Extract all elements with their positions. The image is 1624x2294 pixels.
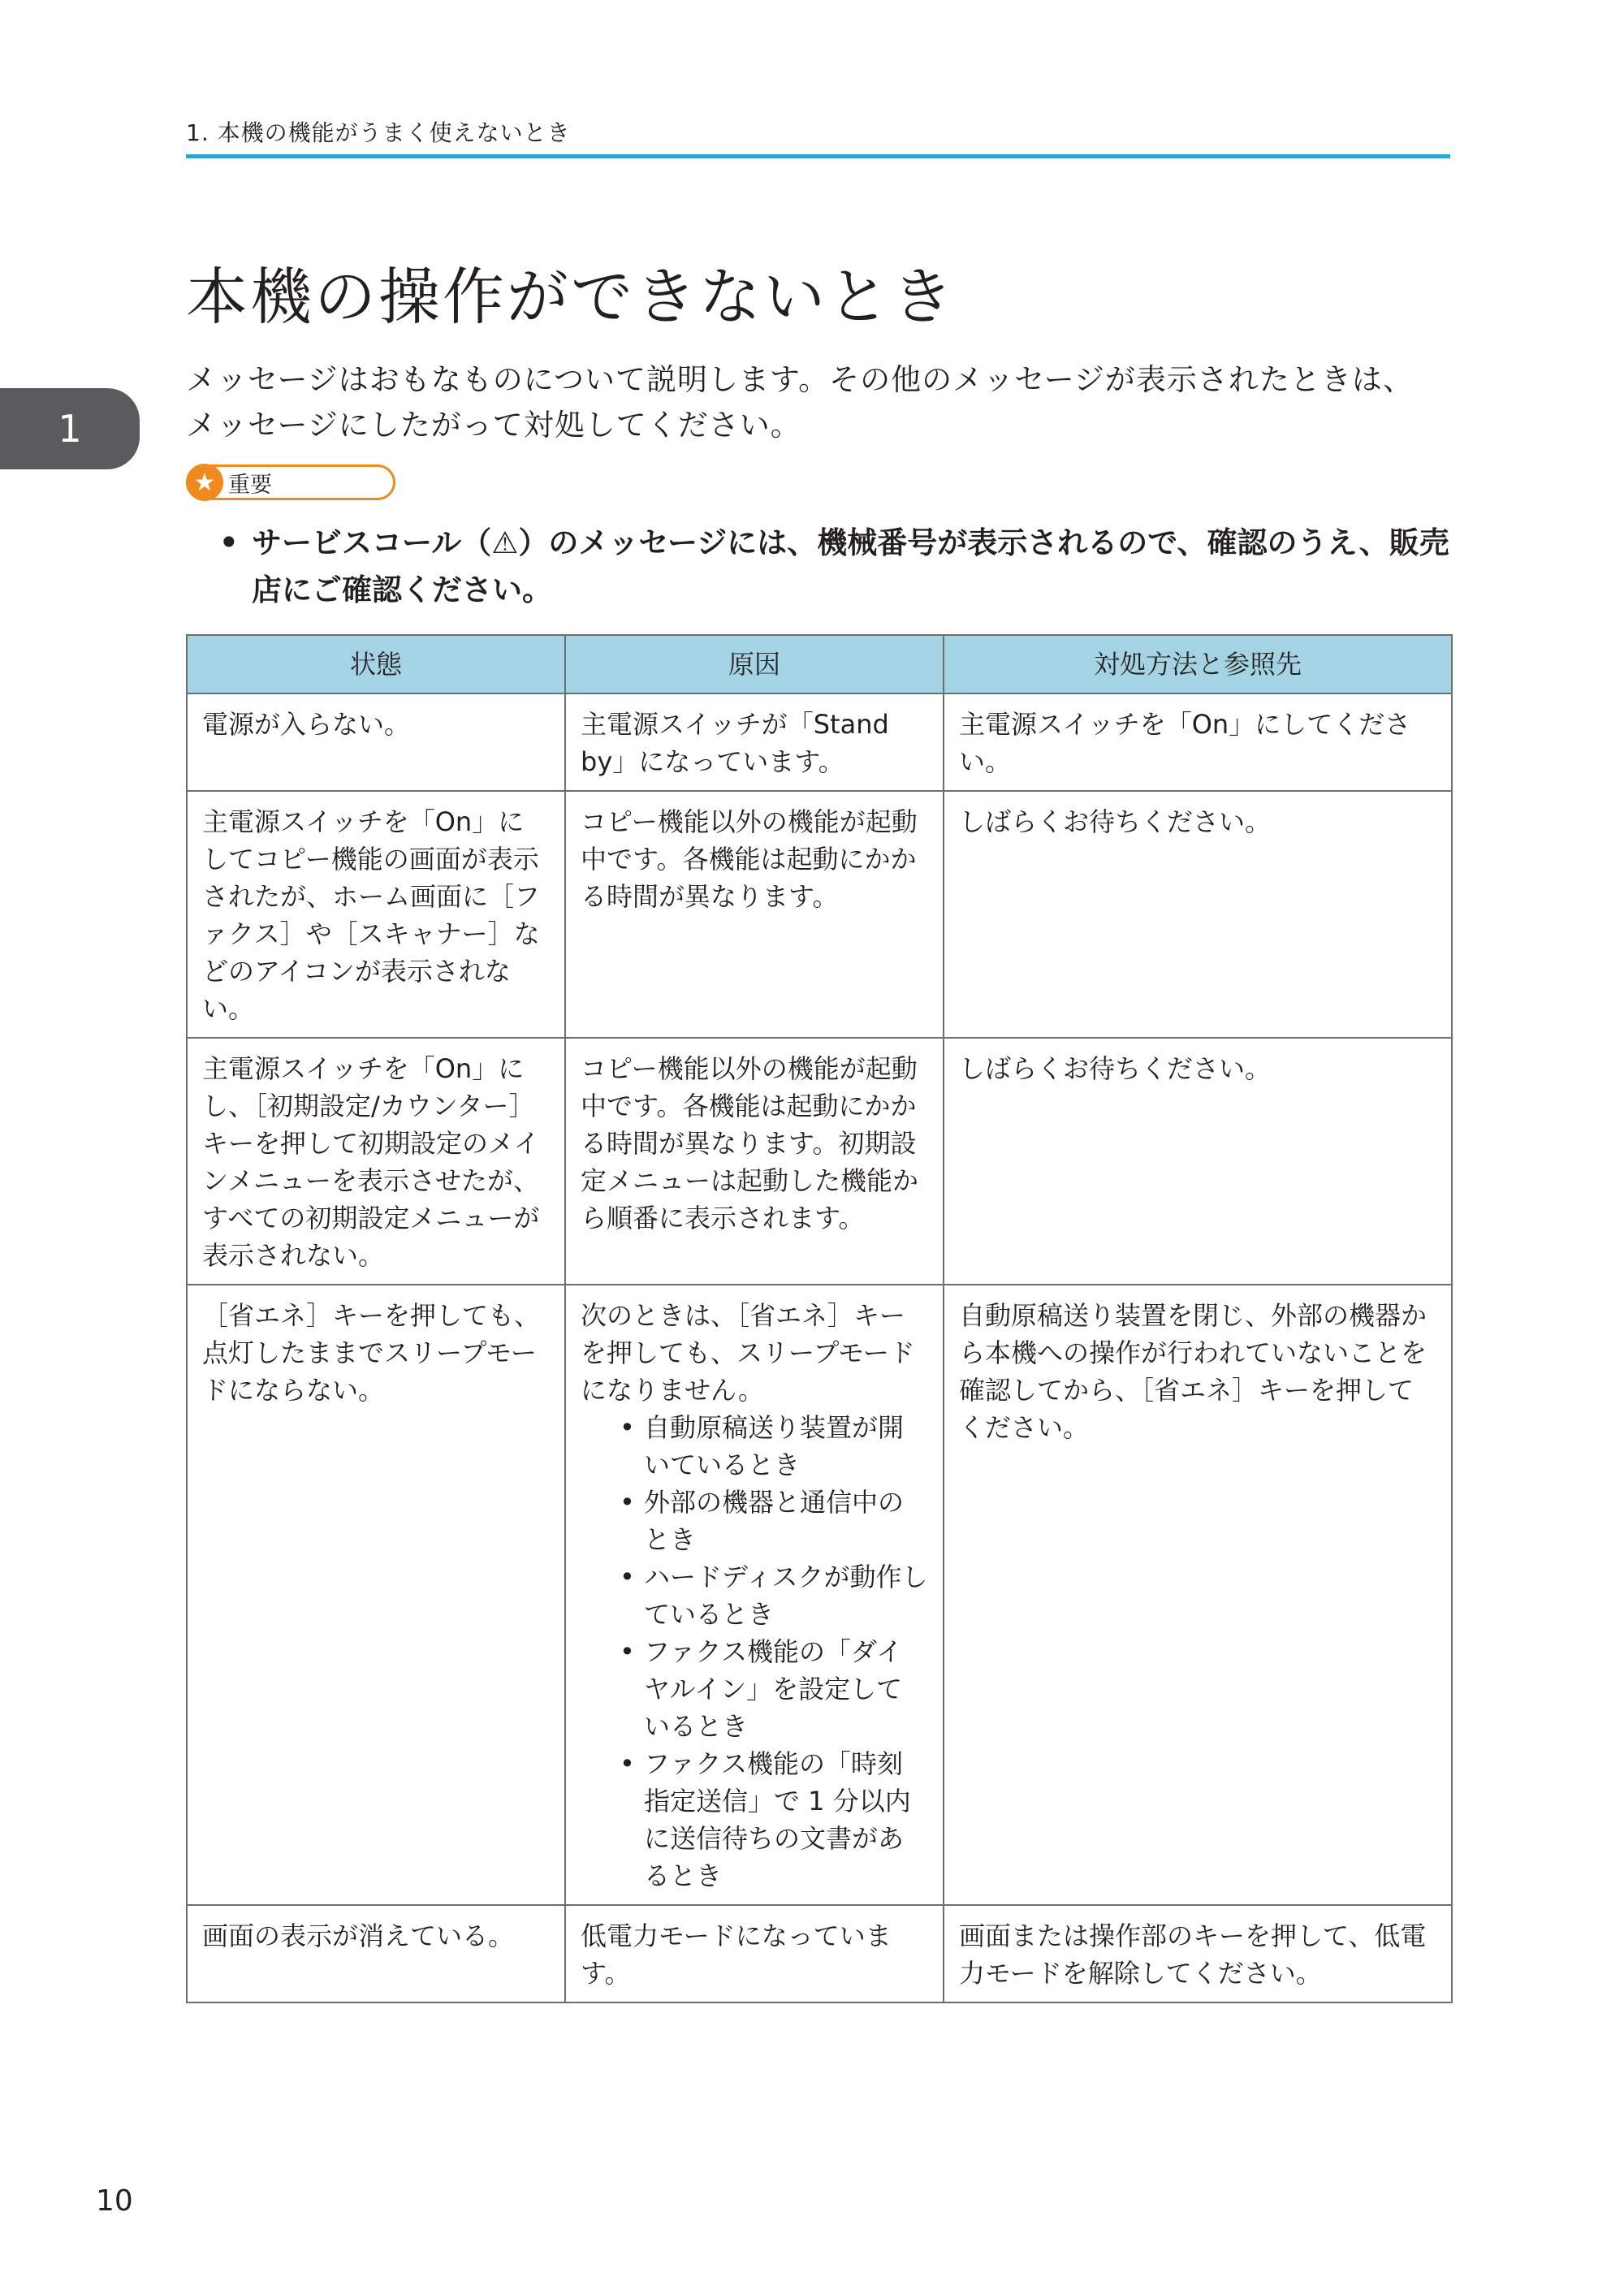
column-header-action: 対処方法と参照先 — [944, 635, 1452, 693]
column-header-cause: 原因 — [565, 635, 944, 693]
list-item: • 外部の機器と通信中のとき — [620, 1484, 928, 1558]
important-label: 重要 — [228, 472, 272, 498]
action-cell: 画面または操作部のキーを押して、低電力モードを解除してください。 — [944, 1905, 1452, 2002]
intro-line: メッセージにしたがって対処してください。 — [186, 408, 801, 443]
list-item: • ファクス機能の「ダイヤルイン」を設定しているとき — [620, 1633, 928, 1745]
note-text: サービスコール（⚠）のメッセージには、機械番号が表示されるので、確認のうえ、販売店にご確認ください。 — [252, 525, 1449, 607]
important-note — [219, 520, 1462, 614]
cause-cell: 主電源スイッチが「Stand by」になっています。 — [565, 693, 944, 791]
intro-line: メッセージはおもなものについて説明します。その他のメッセージが表示されたときは、 — [186, 362, 1414, 397]
running-header: 1. 本機の機能がうまく使えないとき — [186, 119, 571, 146]
action-cell: 自動原稿送り装置を閉じ、外部の機器から本機への操作が行われていないことを確認してから、［省エネ］キーを押してください。 — [944, 1285, 1452, 1905]
cause-cell: 低電力モードになっています。 — [565, 1905, 944, 2002]
bullet: • — [219, 525, 239, 560]
table-row — [187, 693, 1452, 791]
table-row — [187, 1905, 1452, 2002]
list-item: • ファクス機能の「時刻指定送信」で 1 分以内に送信待ちの文書があるとき — [620, 1745, 928, 1894]
action-cell: 主電源スイッチを「On」にしてください。 — [944, 693, 1452, 791]
state-cell: ［省エネ］キーを押しても、点灯したままでスリープモードにならない。 — [187, 1285, 565, 1905]
chapter-tab: 1 — [0, 388, 140, 469]
header-rule — [186, 154, 1450, 158]
table-header-row — [187, 635, 1452, 693]
list-item: • ハードディスクが動作しているとき — [620, 1558, 928, 1633]
cause-cell: コピー機能以外の機能が起動中です。各機能は起動にかかる時間が異なります。初期設定メニューは起動した機能から順番に表示されます。 — [565, 1038, 944, 1285]
intro-paragraph — [186, 357, 1461, 448]
table-row — [187, 1038, 1452, 1285]
cause-list — [581, 1409, 928, 1894]
page-title: 本機の操作ができないとき — [186, 261, 956, 333]
action-cell: しばらくお待ちください。 — [944, 791, 1452, 1038]
state-cell: 主電源スイッチを「On」にしてコピー機能の画面が表示されたが、ホーム画面に［ファクス］や［スキャナー］などのアイコンが表示されない。 — [187, 791, 565, 1038]
cause-cell — [565, 1285, 944, 1905]
action-cell: しばらくお待ちください。 — [944, 1038, 1452, 1285]
page-number: 10 — [96, 2184, 133, 2218]
table-row — [187, 1285, 1452, 1905]
important-badge — [186, 464, 395, 500]
list-item: • 自動原稿送り装置が開いているとき — [620, 1409, 928, 1484]
state-cell: 主電源スイッチを「On」にし、［初期設定/カウンター］キーを押して初期設定のメインメニューを表示させたが、すべての初期設定メニューが表示されない。 — [187, 1038, 565, 1285]
state-cell: 電源が入らない。 — [187, 693, 565, 791]
table-row — [187, 791, 1452, 1038]
state-cell: 画面の表示が消えている。 — [187, 1905, 565, 2002]
troubleshooting-table — [186, 634, 1453, 2003]
cause-text: 次のときは、［省エネ］キーを押しても、スリープモードになりません。 — [581, 1300, 915, 1406]
column-header-state: 状態 — [187, 635, 565, 693]
star-icon: ★ — [186, 464, 223, 501]
cause-cell: コピー機能以外の機能が起動中です。各機能は起動にかかる時間が異なります。 — [565, 791, 944, 1038]
